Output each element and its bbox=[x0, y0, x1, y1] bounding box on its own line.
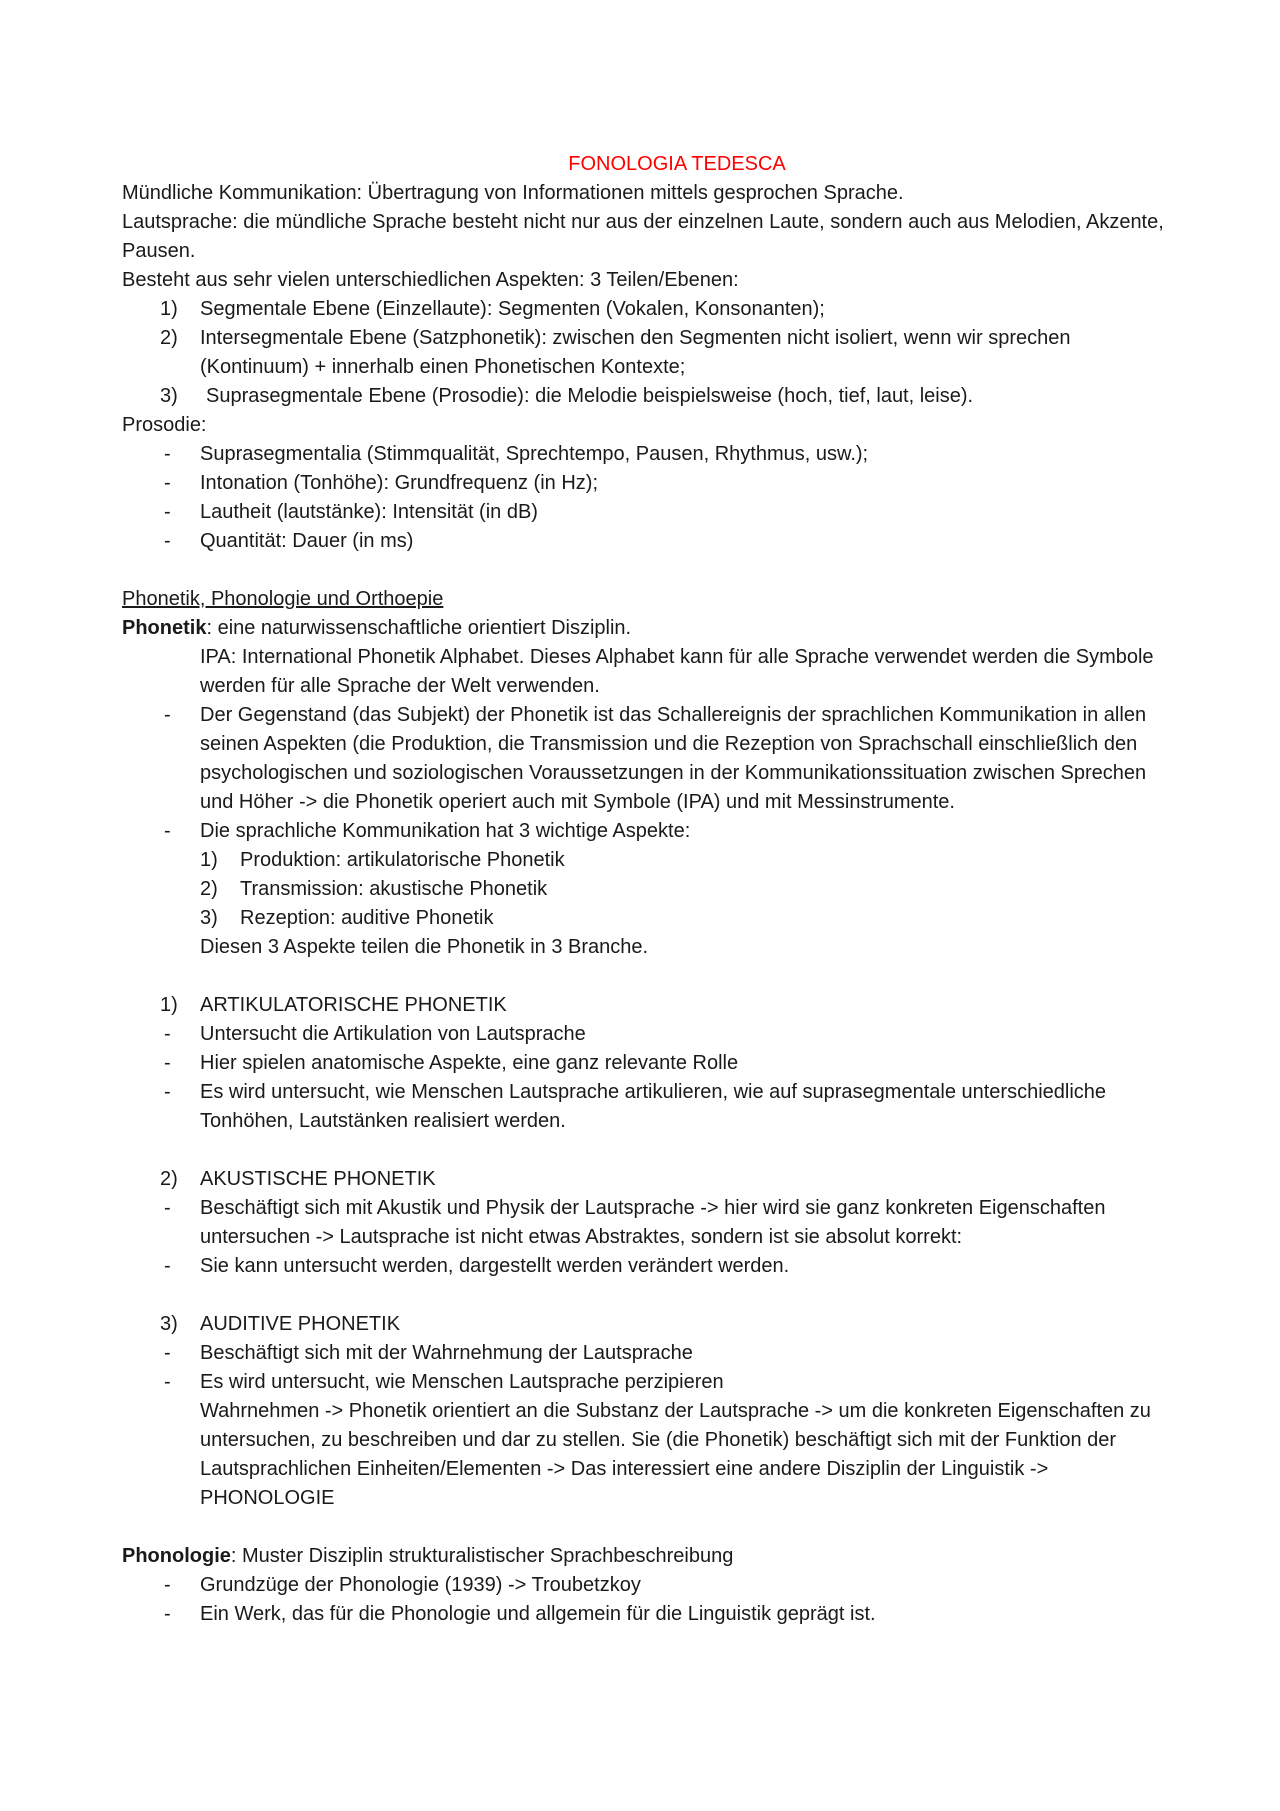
list-marker: - bbox=[164, 1574, 171, 1596]
level-text: Intersegmentale Ebene (Satzphonetik): zwischen den Segmenten nicht isoliert, wenn wir sprechen (Kontinuum) + innerhalb einen Phonetischen Kontexte; bbox=[200, 327, 1071, 378]
level-text: Suprasegmentale Ebene (Prosodie): die Melodie beispielsweise (hoch, tief, laut, leise). bbox=[206, 385, 974, 407]
prosodie-item bbox=[122, 440, 1172, 469]
level-item bbox=[122, 295, 1172, 324]
ipa-paragraph: IPA: International Phonetik Alphabet. Dieses Alphabet kann für alle Sprache verwendet werden die Symbole werden für alle Sprache der Welt verwenden. bbox=[200, 646, 1154, 697]
list-marker: - bbox=[164, 1371, 171, 1393]
level-item bbox=[122, 382, 1172, 411]
prosodie-label: Prosodie: bbox=[122, 414, 207, 436]
prosodie-text: Quantität: Dauer (in ms) bbox=[200, 530, 414, 552]
spacer bbox=[122, 1281, 1172, 1310]
aspect-text: Transmission: akustische Phonetik bbox=[240, 878, 548, 900]
list-marker: 2) bbox=[200, 878, 218, 900]
list-marker: - bbox=[164, 1023, 171, 1045]
branch-item-text: Es wird untersucht, wie Menschen Lautsprache artikulieren, wie auf suprasegmentale unterschiedliche Tonhöhen, Lautstänken realisiert werden. bbox=[200, 1081, 1107, 1132]
branch-item-text: Sie kann untersucht werden, dargestellt werden verändert werden. bbox=[200, 1255, 790, 1277]
list-marker: - bbox=[164, 704, 171, 726]
spacer bbox=[122, 556, 1172, 585]
prosodie-text: Suprasegmentalia (Stimmqualität, Sprechtempo, Pausen, Rhythmus, usw.); bbox=[200, 443, 869, 465]
prosodie-item bbox=[122, 469, 1172, 498]
branch-note: Wahrnehmen -> Phonetik orientiert an die Substanz der Lautsprache -> um die konkreten Eigenschaften zu untersuchen, zu beschreiben und dar zu stellen. Sie (die Phonetik) beschäftigt sich mit der Funktion der Lautsprachlichen Einheiten/Elementen -> Das interessiert eine andere Disziplin der Linguistik -> PHONOLOGIE bbox=[200, 1400, 1151, 1509]
list-marker: - bbox=[164, 472, 171, 494]
list-marker: 1) bbox=[200, 849, 218, 871]
branch-item bbox=[122, 1252, 1172, 1281]
intro-paragraph-2: Lautsprache: die mündliche Sprache besteht nicht nur aus der einzelnen Laute, sondern auch aus Melodien, Akzente, Pausen. bbox=[122, 211, 1164, 262]
phonetik-point bbox=[122, 817, 1172, 846]
list-marker: - bbox=[164, 820, 171, 842]
branch-item-text: Es wird untersucht, wie Menschen Lautsprache perzipieren bbox=[200, 1371, 724, 1393]
aspect-item bbox=[122, 904, 1172, 933]
branch-item-text: Beschäftigt sich mit der Wahrnehmung der Lautsprache bbox=[200, 1342, 693, 1364]
branch-heading bbox=[122, 991, 1172, 1020]
list-marker: - bbox=[164, 1255, 171, 1277]
phonologie-item-text: Ein Werk, das für die Phonologie und allgemein für die Linguistik geprägt ist. bbox=[200, 1603, 876, 1625]
branch-item bbox=[122, 1049, 1172, 1078]
branch-item bbox=[122, 1339, 1172, 1368]
prosodie-text: Lautheit (lautstänke): Intensität (in dB) bbox=[200, 501, 538, 523]
branch-heading-text: ARTIKULATORISCHE PHONETIK bbox=[200, 994, 507, 1016]
branch-item-text: Untersucht die Artikulation von Lautsprache bbox=[200, 1023, 586, 1045]
list-marker: - bbox=[164, 501, 171, 523]
phonetik-point-text: Der Gegenstand (das Subjekt) der Phonetik ist das Schallereignis der sprachlichen Kommunikation in allen seinen Aspekten (die Produktion, die Transmission und die Rezeption von Sprachschall einschließlich den psychologischen und soziologischen Voraussetzungen in der Kommunikationssituation zwischen Sprechen und Höher -> die Phonetik operiert auch mit Symbole (IPA) und mit Messinstrumente. bbox=[200, 704, 1147, 813]
list-marker: - bbox=[164, 530, 171, 552]
phonetik-definition bbox=[122, 614, 1172, 643]
phonologie-term: Phonologie bbox=[122, 1545, 231, 1567]
branch-item bbox=[122, 1368, 1172, 1397]
list-marker: 1) bbox=[160, 994, 178, 1016]
list-marker: 3) bbox=[200, 907, 218, 929]
aspect-item bbox=[122, 846, 1172, 875]
list-marker: - bbox=[164, 1603, 171, 1625]
branch-item bbox=[122, 1194, 1172, 1252]
phonologie-item-text: Grundzüge der Phonologie (1939) -> Troubetzkoy bbox=[200, 1574, 641, 1596]
list-marker: - bbox=[164, 1052, 171, 1074]
list-marker: - bbox=[164, 1081, 171, 1103]
branch-item-text: Hier spielen anatomische Aspekte, eine ganz relevante Rolle bbox=[200, 1052, 739, 1074]
branches-note: Diesen 3 Aspekte teilen die Phonetik in 3 Branche. bbox=[200, 936, 649, 958]
phonologie-item bbox=[122, 1571, 1172, 1600]
prosodie-item bbox=[122, 498, 1172, 527]
list-marker: - bbox=[164, 1342, 171, 1364]
phonetik-point bbox=[122, 701, 1172, 817]
branch-item bbox=[122, 1020, 1172, 1049]
spacer bbox=[122, 1513, 1172, 1542]
aspect-item bbox=[122, 875, 1172, 904]
spacer bbox=[122, 1136, 1172, 1165]
aspect-text: Rezeption: auditive Phonetik bbox=[240, 907, 494, 929]
spacer bbox=[122, 962, 1172, 991]
list-marker: - bbox=[164, 443, 171, 465]
branch-heading-text: AUDITIVE PHONETIK bbox=[200, 1313, 401, 1335]
branch-heading bbox=[122, 1310, 1172, 1339]
phonologie-item bbox=[122, 1600, 1172, 1629]
branch-heading-text: AKUSTISCHE PHONETIK bbox=[200, 1168, 436, 1190]
phonetik-term: Phonetik bbox=[122, 617, 207, 639]
phonetik-point-text: Die sprachliche Kommunikation hat 3 wichtige Aspekte: bbox=[200, 820, 691, 842]
document-page bbox=[122, 150, 1172, 1629]
list-marker: 2) bbox=[160, 1168, 178, 1190]
list-marker: 1) bbox=[160, 298, 178, 320]
prosodie-item bbox=[122, 527, 1172, 556]
phonologie-definition-text: : Muster Disziplin strukturalistischer Sprachbeschreibung bbox=[230, 1545, 734, 1567]
list-marker: - bbox=[164, 1197, 171, 1219]
branch-item-text: Beschäftigt sich mit Akustik und Physik der Lautsprache -> hier wird sie ganz konkreten Eigenschaften untersuchen -> Lautsprache ist nicht etwas Abstraktes, sondern ist sie absolut korrekt: bbox=[200, 1197, 1106, 1248]
level-item bbox=[122, 324, 1172, 382]
document-title: FONOLOGIA TEDESCA bbox=[568, 153, 786, 175]
section-heading: Phonetik, Phonologie und Orthoepie bbox=[122, 588, 444, 610]
branch-item bbox=[122, 1078, 1172, 1136]
phonologie-definition bbox=[122, 1542, 1172, 1571]
prosodie-text: Intonation (Tonhöhe): Grundfrequenz (in Hz); bbox=[200, 472, 598, 494]
intro-paragraph-3: Besteht aus sehr vielen unterschiedlichen Aspekten: 3 Teilen/Ebenen: bbox=[122, 269, 739, 291]
list-marker: 3) bbox=[160, 1313, 178, 1335]
list-marker: 3) bbox=[160, 385, 178, 407]
level-text: Segmentale Ebene (Einzellaute): Segmenten (Vokalen, Konsonanten); bbox=[200, 298, 825, 320]
aspect-text: Produktion: artikulatorische Phonetik bbox=[240, 849, 565, 871]
phonetik-definition-text: : eine naturwissenschaftliche orientiert Disziplin. bbox=[206, 617, 632, 639]
intro-paragraph-1: Mündliche Kommunikation: Übertragung von Informationen mittels gesprochen Sprache. bbox=[122, 182, 904, 204]
branch-heading bbox=[122, 1165, 1172, 1194]
list-marker: 2) bbox=[160, 327, 178, 349]
